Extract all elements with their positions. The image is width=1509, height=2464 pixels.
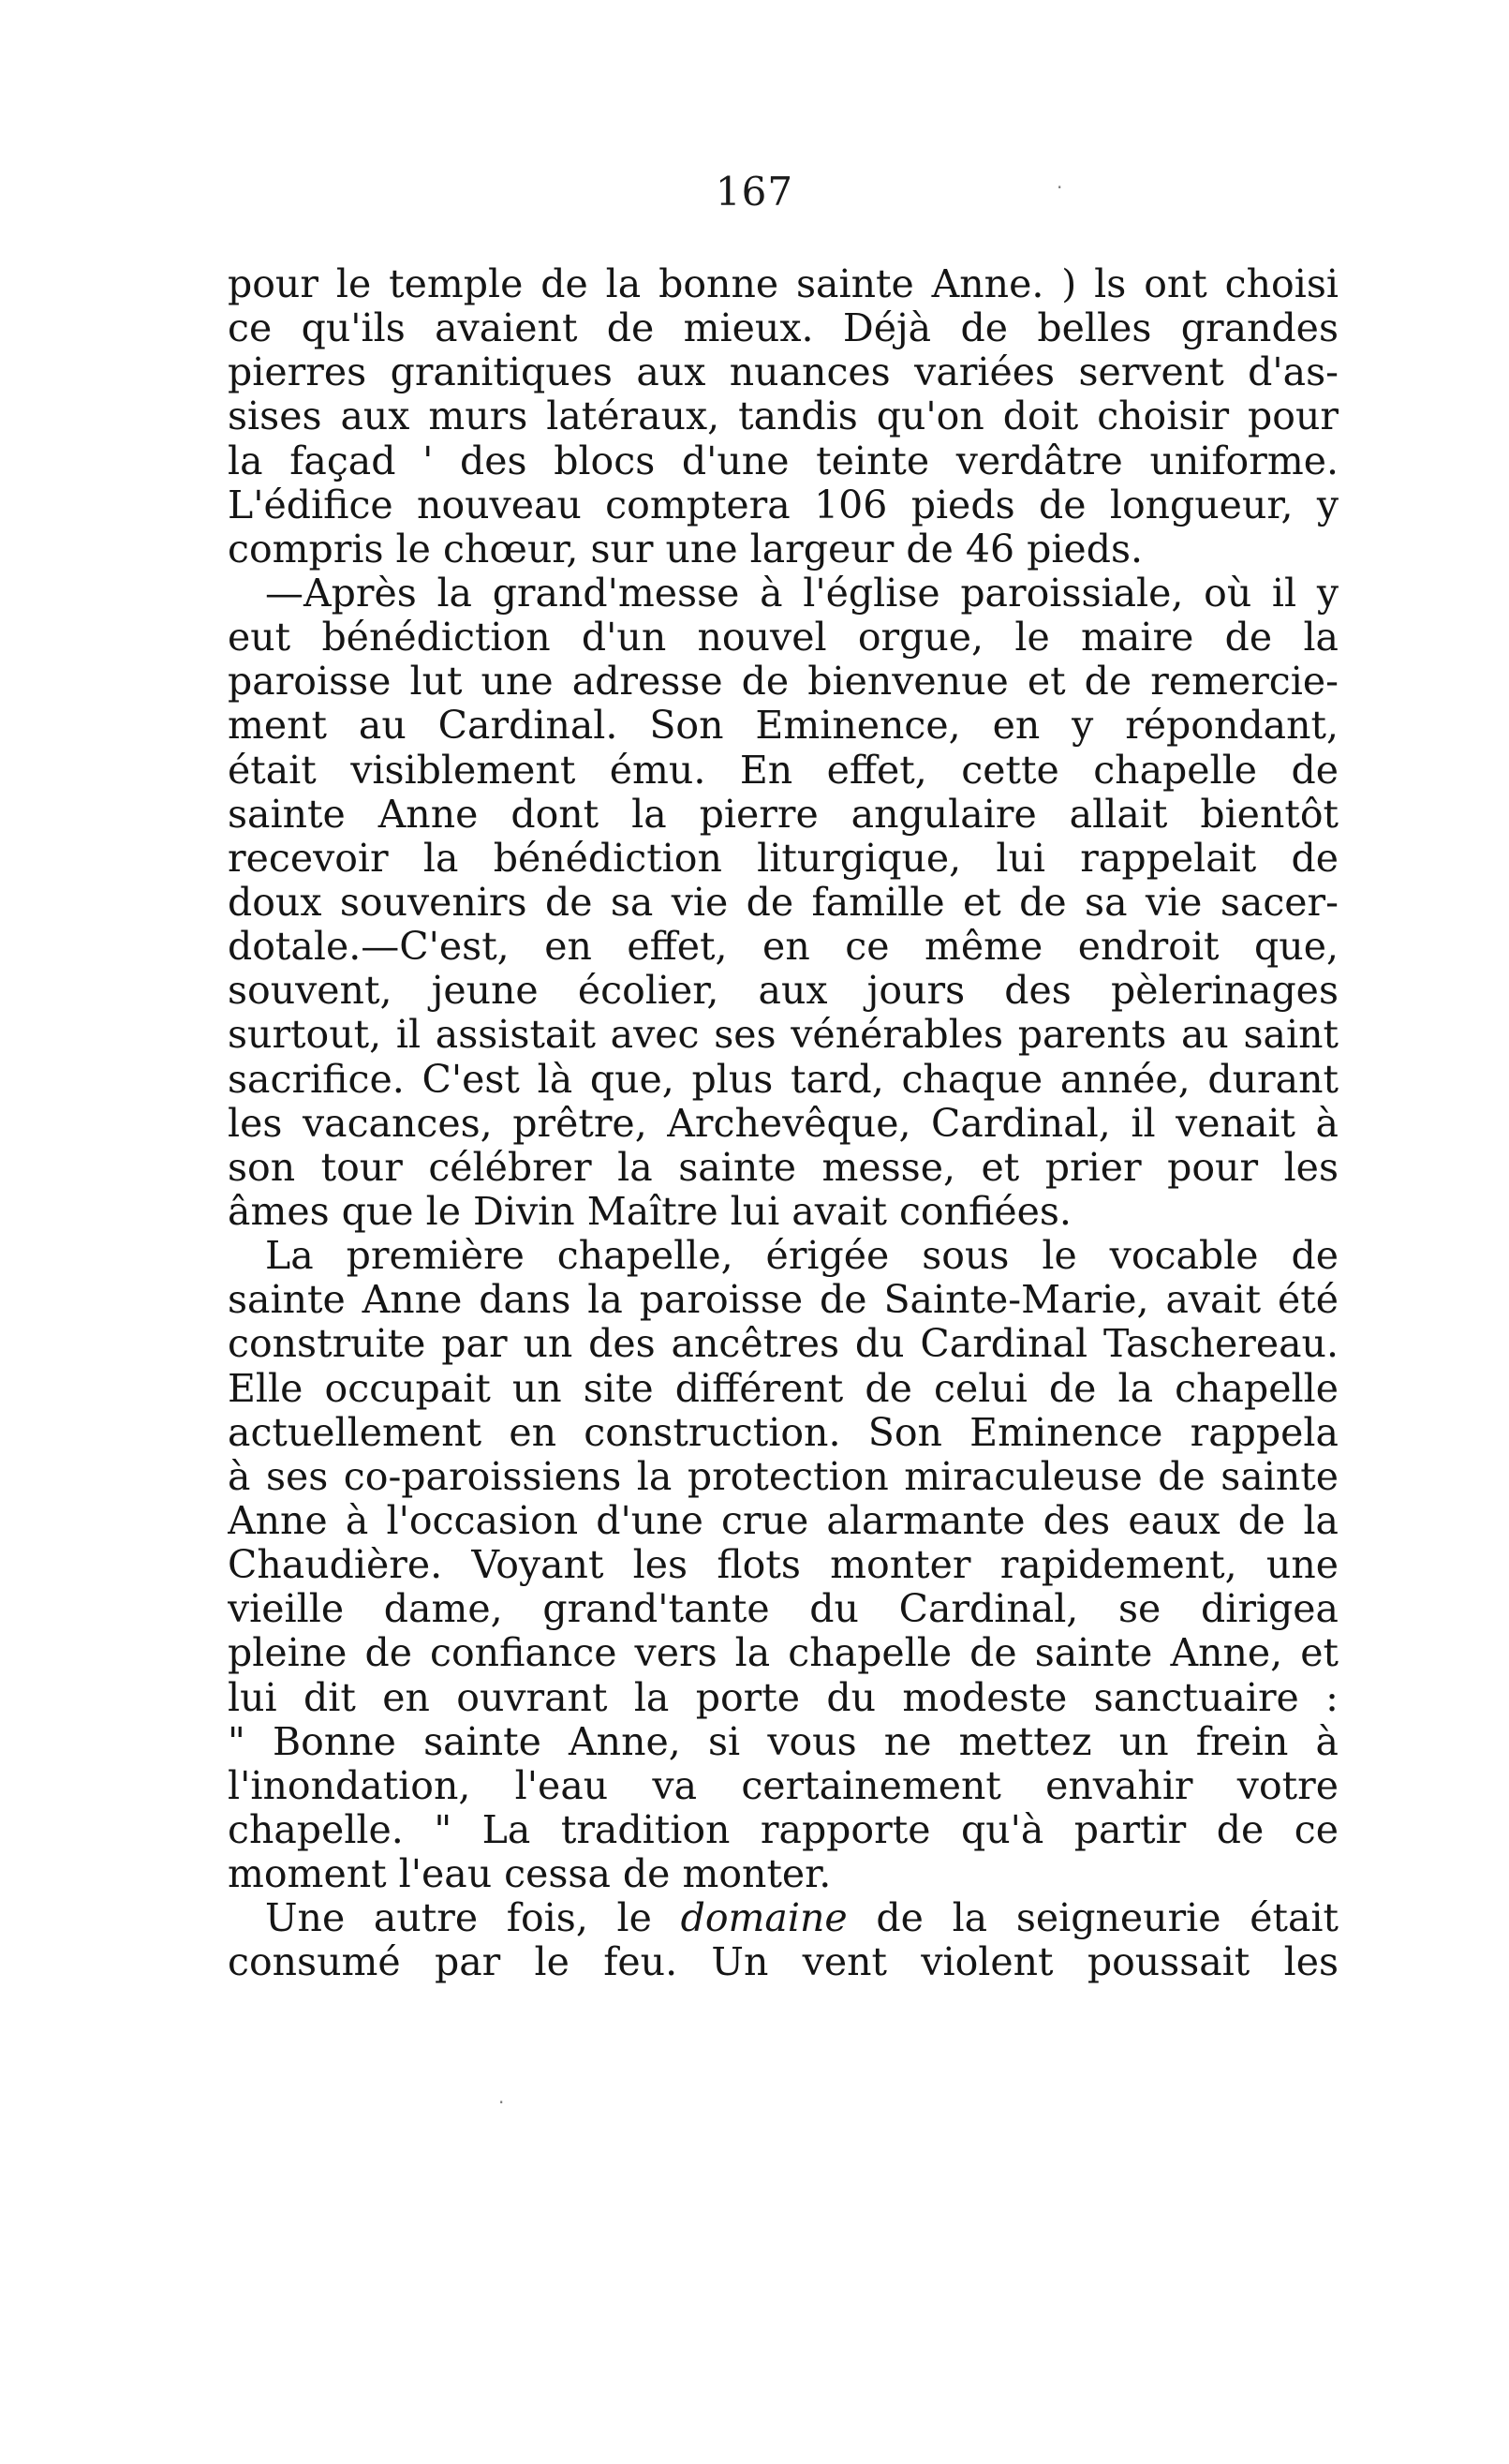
text-line: eut bénédiction d'un nouvel orgue, le maire de la (228, 616, 1339, 661)
text-line: moment l'eau cessa de monter. (228, 1852, 832, 1897)
text-line: Une autre fois, le domaine de la seigneurie était (265, 1896, 1339, 1941)
text-line: Chaudière. Voyant les flots monter rapidement, une (228, 1543, 1339, 1588)
text-line: actuellement en construction. Son Eminence rappela (228, 1410, 1339, 1455)
text-line: Elle occupait un site différent de celui de la chapelle (228, 1366, 1339, 1411)
text-line: surtout, il assistait avec ses vénérables parents au saint (228, 1013, 1339, 1058)
page-number: 167 (715, 169, 794, 215)
text-line: dotale.—C'est, en effet, en ce même endroit que, (228, 925, 1339, 970)
italic-word: domaine (680, 1896, 848, 1941)
text-line: pleine de confiance vers la chapelle de sainte Anne, et (228, 1631, 1339, 1676)
text-line: la façad ' des blocs d'une teinte verdâtre uniforme. (228, 438, 1339, 483)
body-text (228, 262, 1339, 1984)
text-line: son tour célébrer la sainte messe, et prier pour les (228, 1145, 1339, 1190)
text-line: ment au Cardinal. Son Eminence, en y répondant, (228, 704, 1339, 749)
text-line: doux souvenirs de sa vie de famille et de sa vie sacer- (228, 880, 1339, 925)
text-line: recevoir la bénédiction liturgique, lui rappelait de (228, 836, 1339, 881)
text-line: pierres granitiques aux nuances variées servent d'as- (228, 350, 1339, 395)
text-line: souvent, jeune écolier, aux jours des pèlerinages (228, 969, 1339, 1014)
text-line: chapelle. " La tradition rapporte qu'à partir de ce (228, 1807, 1339, 1852)
text-line: sises aux murs latéraux, tandis qu'on doit choisir pour (228, 394, 1339, 439)
text-line: —Après la grand'messe à l'église paroissiale, où il y (265, 571, 1339, 616)
text-line: consumé par le feu. Un vent violent poussait les (228, 1940, 1339, 1985)
text-line: Anne à l'occasion d'une crue alarmante des eaux de la (228, 1498, 1339, 1543)
text-line: vieille dame, grand'tante du Cardinal, se dirigea (228, 1587, 1339, 1632)
text-line: âmes que le Divin Maître lui avait confiées. (228, 1189, 1072, 1234)
text-line: L'édifice nouveau comptera 106 pieds de longueur, y (228, 482, 1339, 527)
text-line: paroisse lut une adresse de bienvenue et de remercie- (228, 660, 1339, 705)
text-line: sacrifice. C'est là que, plus tard, chaque année, durant (228, 1057, 1339, 1102)
text-line: l'inondation, l'eau va certainement envahir votre (228, 1763, 1339, 1808)
text-line: construite par un des ancêtres du Cardinal Taschereau. (228, 1322, 1339, 1367)
text-line: ce qu'ils avaient de mieux. Déjà de belles grandes (228, 306, 1339, 351)
speck-mark: · (498, 2091, 505, 2114)
text-line: La première chapelle, érigée sous le vocable de (265, 1234, 1339, 1279)
text-line: sainte Anne dont la pierre angulaire allait bientôt (228, 792, 1339, 837)
text-line: à ses co-paroissiens la protection miraculeuse de sainte (228, 1454, 1339, 1499)
text-line: compris le chœur, sur une largeur de 46 pieds. (228, 527, 1144, 571)
text-line: les vacances, prêtre, Archevêque, Cardinal, il venait à (228, 1101, 1339, 1146)
text-line: lui dit en ouvrant la porte du modeste sanctuaire : (228, 1675, 1339, 1720)
speck-mark: · (1057, 176, 1063, 199)
text-line: " Bonne sainte Anne, si vous ne mettez un frein à (228, 1719, 1339, 1764)
text-line: était visiblement ému. En effet, cette chapelle de (228, 748, 1339, 793)
text-line: sainte Anne dans la paroisse de Sainte-Marie, avait été (228, 1278, 1339, 1323)
text-line: pour le temple de la bonne sainte Anne. ) ls ont choisi (228, 262, 1339, 306)
